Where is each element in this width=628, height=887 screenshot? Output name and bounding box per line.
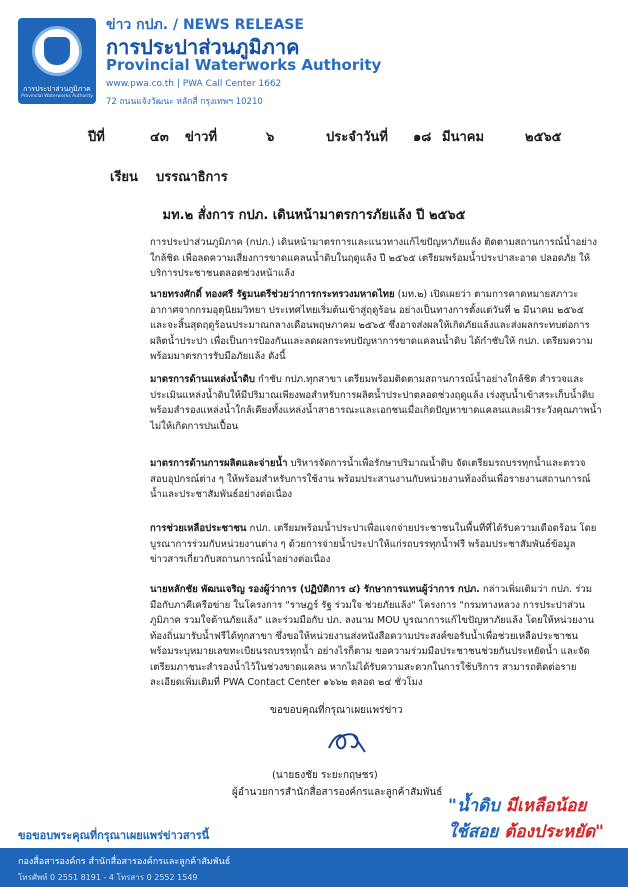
date-month: มีนาคม <box>442 130 485 145</box>
signer-name: (นายธงชัย ระยะกฤษชร) <box>272 770 378 781</box>
paragraph-2 <box>150 287 602 365</box>
slogan-2a: ใช้สอย <box>448 822 499 842</box>
logo-name: การประปาส่วนภูมิภาค <box>23 85 91 93</box>
news-no-value: ๖ <box>266 130 275 145</box>
signer-title: ผู้อำนวยการสำนักสื่อสารองค์กรและลูกค้าสัมพันธ์ <box>232 787 443 798</box>
logo-emblem-icon <box>32 26 82 76</box>
paragraph-1-text: การประปาส่วนภูมิภาค (กปภ.) เดินหน้ามาตรการและแนวทางแก้ไขปัญหาภัยแล้ง ติดตามสถานการณ์น้ำอย่างใกล้ชิด เพื่อลดความเสี่ยงการขาดแคลนน้ำดิบในฤดูแล้ง ปี ๒๕๖๕ เตรียมพร้อมน้ำประปาสะอาด ปลอดภัย ให้บริการประชาชนตลอดช่วงหน้าแล้ง <box>150 237 597 279</box>
paragraph-5-lead: การช่วยเหลือประชาชน <box>150 523 247 534</box>
closing-text: ขอขอบคุณที่กรุณาเผยแพร่ข่าว <box>270 705 403 716</box>
date-label: ประจำวันที่ <box>326 130 388 145</box>
news-release-label: ข่าว กปภ. / NEWS RELEASE <box>106 17 304 33</box>
paragraph-5 <box>150 521 602 568</box>
footer-call-center: Call Center 1662 <box>506 21 595 32</box>
date-day: ๑๘ <box>413 130 432 145</box>
year-label: ปีที่ <box>88 130 105 145</box>
slogan-line-1 <box>448 792 586 819</box>
signature-icon <box>325 728 371 756</box>
paragraph-3-lead: มาตรการด้านแหล่งน้ำดิบ <box>150 374 255 385</box>
slogan-1b: มีเหลือน้อย <box>505 796 587 816</box>
paragraph-4 <box>150 456 602 503</box>
paragraph-4-lead: มาตรการด้านการผลิตและจ่ายน้ำ <box>150 458 288 469</box>
slogan-1a: "น้ำดิบ <box>448 796 500 816</box>
paragraph-4-text: บริหารจัดการน้ำเพื่อรักษาปริมาณน้ำดิบ จัดเตรียมรถบรรทุกน้ำและตรวจสอบอุปกรณ์ต่าง ๆ ให้พร้อมสำหรับการใช้งาน พร้อมประสานงานกับหน่วยงานท้องถิ่นเพื่อรายงานสถานการณ์น้ำและประชาสัมพันธ์อย่างต่อเนื่อง <box>150 458 591 500</box>
paragraph-6-text: กล่าวเพิ่มเติมว่า กปภ. ร่วมมือกับภาคีเครือข่าย ในโครงการ "ราษฎร์ รัฐ ร่วมใจ ช่วยภัยแล้ง" โครงการ "กรมทางหลวง การประปาส่วนภูมิภาค รวมใจต้านภัยแล้ง" และร่วมมือกับ ปภ. ลงนาม MOU บูรณาการแก้ไขปัญหาภัยแล้ง โดยให้หน่วยงานท้องถิ่นมารับน้ำฟรีได้ทุกสาขา ซึ่งขอให้หน่วยงานส่งหนังสือความประสงค์ขอรับน้ำเพื่อช่วยเหลือประชาชน พร้อมระบุหมายเลขทะเบียนรถบรรทุกน้ำ อย่างไรก็ตาม ขอความร่วมมือประชาชนช่วยกันประหยัดน้ำ และจัดเตรียมภาชนะสำรองน้ำไว้ในช่วงขาดแคลน หากไม่ได้รับความสะดวกในการใช้บริการ สามารถติดต่อรายละเอียดเพิ่มเติมที่ PWA Contact Center ๑๖๖๒ ตลอด ๒๔ ชั่วโมง <box>150 584 595 688</box>
address: 72 ถนนแจ้งวัฒนะ หลักสี่ กรุงเทพฯ 10210 <box>106 97 263 107</box>
footer-phone: โทรศัพท์ 0 2551 8191 - 4 โทรสาร 0 2552 1549 <box>18 873 198 882</box>
paragraph-1 <box>150 235 602 282</box>
paragraph-6 <box>150 582 602 691</box>
thanks-text: ขอขอบพระคุณที่กรุณาเผยแพร่ข่าวสารนี้ <box>18 829 210 842</box>
paragraph-5-text: กปภ. เตรียมพร้อมน้ำประปาเพื่อแจกจ่ายประชาชนในพื้นที่ที่ได้รับความเดือดร้อน โดยบูรณาการร่วมกับหน่วยงานต่าง ๆ ด้วยการจ่ายน้ำประปาให้แก่รถบรรทุกน้ำฟรี พร้อมประชาสัมพันธ์ข้อมูลข่าวสารเกี่ยวกับสถานการณ์น้ำอย่างต่อเนื่อง <box>150 523 597 565</box>
paragraph-2-lead: นายทรงศักดิ์ ทองศรี รัฐมนตรีช่วยว่าการกระทรวงมหาดไทย <box>150 289 395 300</box>
to-label: เรียน <box>110 170 138 185</box>
footer-pwa: PWA <box>506 6 532 17</box>
year-value: ๔๓ <box>150 130 169 145</box>
paragraph-6-lead: นายหลักชัย พัฒนเจริญ รองผู้ว่าการ (ปฏิบัติการ ๔) รักษาการแทนผู้ว่าการ กปภ. <box>150 584 480 595</box>
org-name-english: Provincial Waterworks Authority <box>106 56 382 74</box>
to-value: บรรณาธิการ <box>156 170 228 185</box>
pwa-logo <box>18 18 96 104</box>
logo-sub: Provincial Waterworks Authority <box>21 94 93 99</box>
paragraph-2-text: (มท.๒) เปิดเผยว่า ตามการคาดหมายสภาวะอากาศจากกรมอุตุนิยมวิทยา ประเทศไทยเริ่มต้นเข้าสู่ฤดูร้อน อย่างเป็นทางการตั้งแต่วันที่ ๒ มีนาคม ๒๕๖๕ และจะสิ้นสุดฤดูร้อนประมาณกลางเดือนพฤษภาคม ๒๕๖๕ ซึ่งอาจส่งผลให้เกิดภัยแล้งและส่งผลกระทบต่อการผลิตน้ำประปา เพื่อเป็นการป้องกันและลดผลกระทบปัญหาการขาดแคลนน้ำดิบ ได้กำชับให้ กปภ. เตรียมความพร้อมมาตรการรับมือภัยแล้ง ดังนี้ <box>150 289 593 362</box>
footer-bar <box>0 848 628 887</box>
footer-office: กองสื่อสารองค์กร สำนักสื่อสารองค์กรและลูกค้าสัมพันธ์ <box>18 857 231 867</box>
paragraph-3-text: กำชับ กปภ.ทุกสาขา เตรียมพร้อมติดตามสถานการณ์น้ำอย่างใกล้ชิด สำรวจและประเมินแหล่งน้ำดิบให้มีปริมาณเพียงพอสำหรับการผลิตน้ำประปาตลอดช่วงฤดูแล้ง เร่งสูบน้ำเข้าสระเก็บน้ำดิบ พร้อมสำรองแหล่งน้ำใกล้เคียงทั้งแหล่งน้ำสาธารณะและเอกชนเมื่อเกิดปัญหาขาดแคลนและเฝ้าระวังคุณภาพน้ำไม่ให้เกิดการปนเปื้อน <box>150 374 602 432</box>
date-year: ๒๕๖๕ <box>525 130 562 145</box>
paragraph-3 <box>150 372 602 434</box>
headline: มท.๒ สั่งการ กปภ. เดินหน้ามาตรการภัยแล้ง ปี ๒๕๖๕ <box>162 208 466 223</box>
slogan-2b: ต้องประหยัด" <box>504 822 604 842</box>
org-name-thai: การประปาส่วนภูมิภาค <box>106 35 300 59</box>
news-no-label: ข่าวที่ <box>185 130 218 145</box>
web-callcenter: www.pwa.co.th | PWA Call Center 1662 <box>106 79 282 89</box>
slogan-line-2 <box>448 818 604 845</box>
to-line <box>110 166 228 187</box>
